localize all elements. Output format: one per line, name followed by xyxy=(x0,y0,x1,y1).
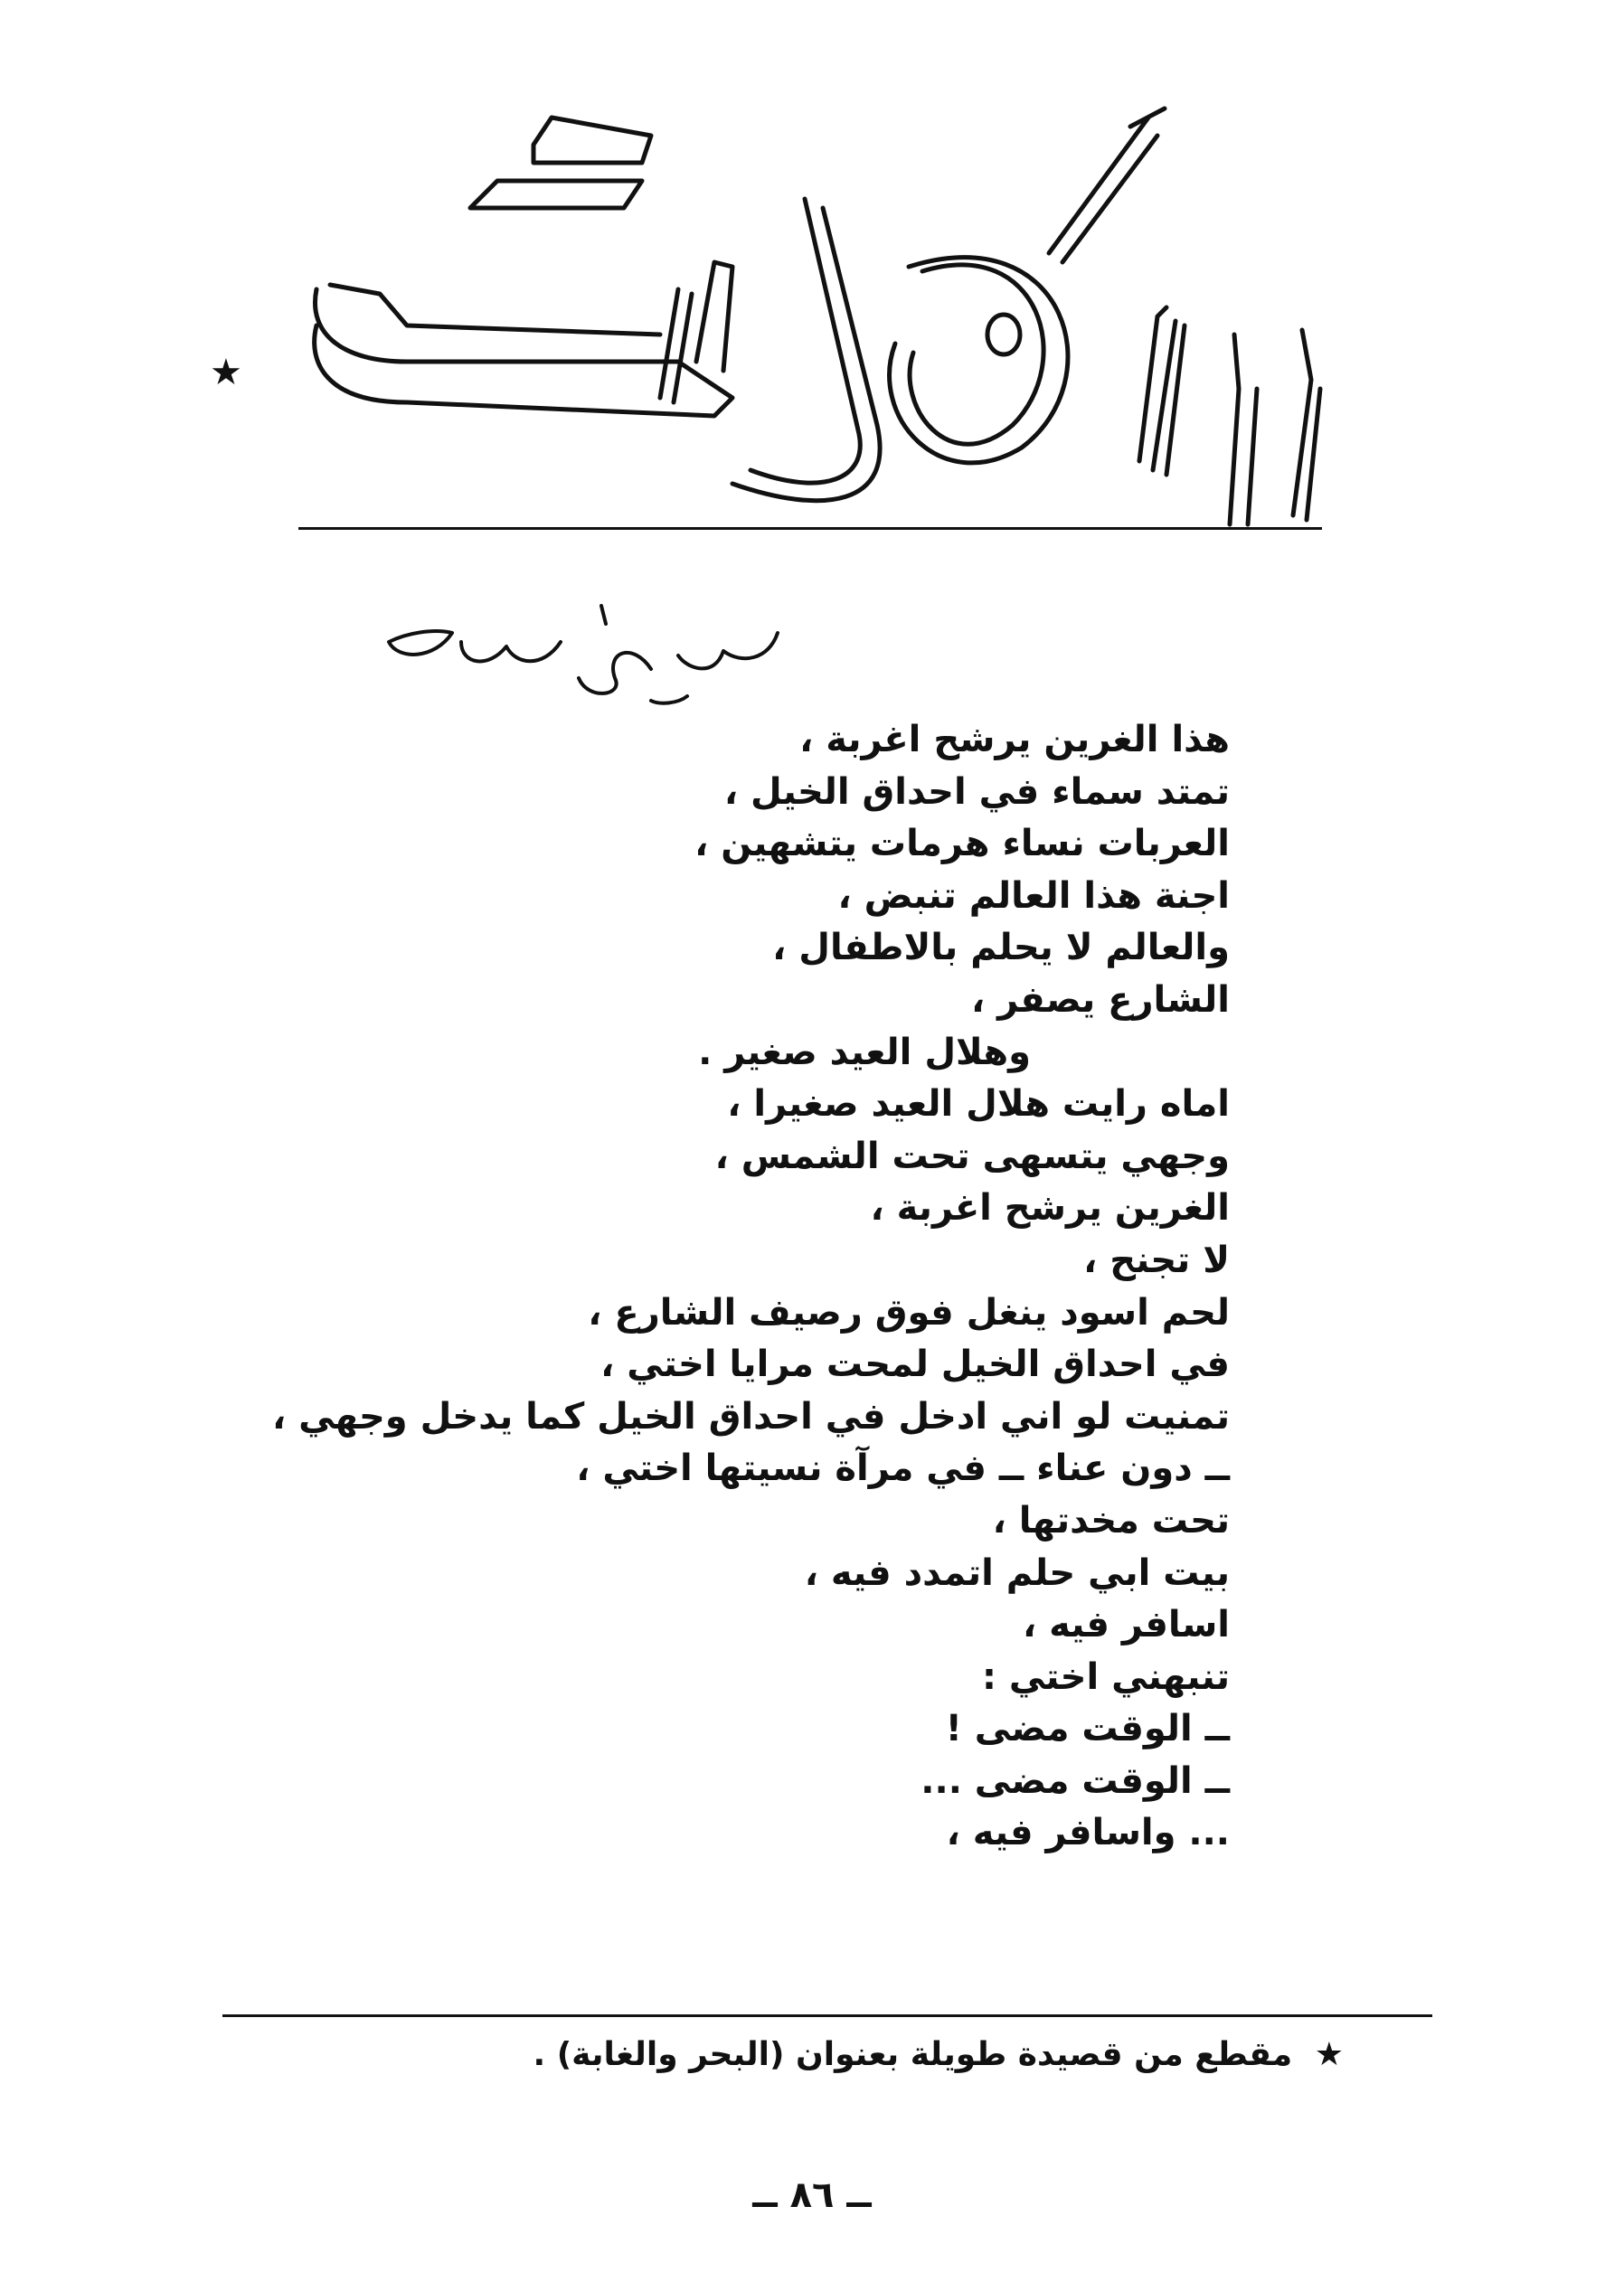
author-signature xyxy=(380,579,787,714)
poem-line-5: والعالم لا يحلم بالاطفال ، xyxy=(772,927,1230,969)
footnote xyxy=(259,2036,1344,2073)
poem-line-11: لا تجنح ، xyxy=(1083,1239,1230,1281)
poem-line-14: تمنيت لو اني ادخل في احداق الخيل كما يدخل وجهي ، xyxy=(271,1395,1230,1438)
poem-line-18: اسافر فيه ، xyxy=(1023,1604,1230,1646)
poem-line-7: وهلال العيد صغير . xyxy=(698,1031,1031,1073)
poem-line-2: تمتد سماء في احداق الخيل ، xyxy=(723,770,1230,813)
poem-line-6: الشارع يصفر ، xyxy=(971,978,1230,1021)
poem-line-8: اماه رايت هلال العيد صغيرا ، xyxy=(727,1083,1230,1126)
poem-line-13: في احداق الخيل لمحت مرايا اختي ، xyxy=(600,1344,1230,1386)
title-divider xyxy=(298,527,1322,530)
poem-line-1: هذا الغرين يرشح اغربة ، xyxy=(799,719,1230,760)
poem-line-4: اجنة هذا العالم تنبض ، xyxy=(837,874,1230,917)
title-calligraphy xyxy=(172,90,1347,542)
poem-line-19: تنبهني اختي : xyxy=(981,1655,1230,1698)
poem-line-10: الغرين يرشح اغربة ، xyxy=(870,1187,1230,1230)
poem-line-16: تحت مخدتها ، xyxy=(992,1499,1230,1542)
poem-line-21: ــ الوقت مضى ... xyxy=(921,1759,1230,1802)
footnote-text: مقطع من قصيدة طويلة بعنوان (البحر والغابة) . xyxy=(533,2036,1293,2073)
poem-line-17: بيت ابي حلم اتمدد فيه ، xyxy=(804,1551,1230,1594)
footnote-star-icon: ★ xyxy=(1314,2036,1344,2073)
poem-line-12: لحم اسود ينغل فوق رصيف الشارع ، xyxy=(588,1291,1230,1334)
poem-line-3: العربات نساء هرمات يتشهين ، xyxy=(694,823,1230,865)
poem-line-15: ــ دون عناء ــ في مرآة نسيتها اختي ، xyxy=(576,1447,1230,1490)
poem-line-9: وجهي يتسهى تحت الشمس ، xyxy=(714,1135,1230,1177)
poem-body xyxy=(145,714,1230,1860)
poem-line-20: ــ الوقت مضى ! xyxy=(945,1708,1230,1750)
poem-line-22: ... واسافر فيه ، xyxy=(946,1812,1230,1854)
page-number: ــ ٨٦ ــ xyxy=(752,2174,872,2216)
footnote-divider xyxy=(222,2014,1432,2017)
title-footnote-star: ★ xyxy=(210,352,242,393)
